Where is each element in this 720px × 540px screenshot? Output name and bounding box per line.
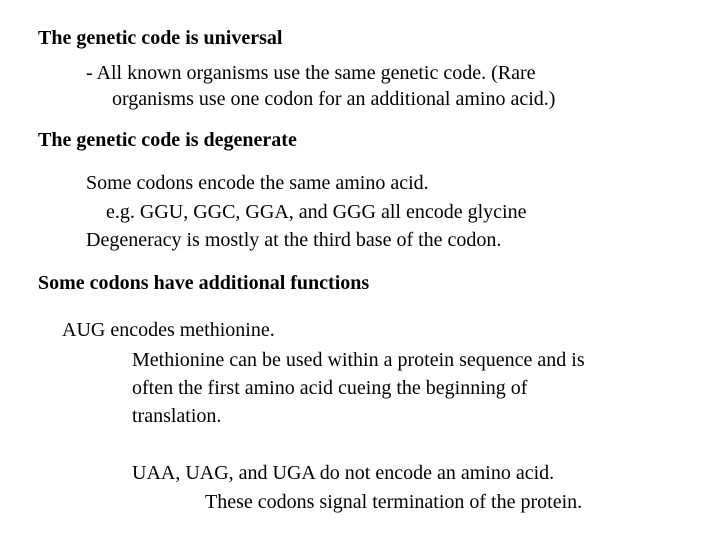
universal-point-line-2: organisms use one codon for an additional amino acid.) [112, 88, 556, 110]
degenerate-point-2: Degeneracy is mostly at the third base of the codon. [86, 229, 502, 251]
heading-additional-functions: Some codons have additional functions [38, 272, 370, 294]
heading-degenerate: The genetic code is degenerate [38, 129, 297, 151]
methionine-detail-line-1: Methionine can be used within a protein sequence and is [132, 349, 585, 371]
degenerate-point-1: Some codons encode the same amino acid. [86, 172, 429, 194]
stop-codons-point: UAA, UAG, and UGA do not encode an amino acid. [132, 462, 555, 484]
degenerate-example: e.g. GGU, GGC, GGA, and GGG all encode glycine [106, 201, 527, 223]
methionine-detail-line-2: often the first amino acid cueing the beginning of [132, 377, 528, 399]
methionine-detail-line-3: translation. [132, 405, 222, 427]
heading-universal: The genetic code is universal [38, 27, 283, 49]
aug-point: AUG encodes methionine. [62, 319, 275, 341]
stop-codons-detail: These codons signal termination of the protein. [205, 491, 583, 513]
universal-point-line-1: - All known organisms use the same genetic code. (Rare [86, 62, 536, 84]
